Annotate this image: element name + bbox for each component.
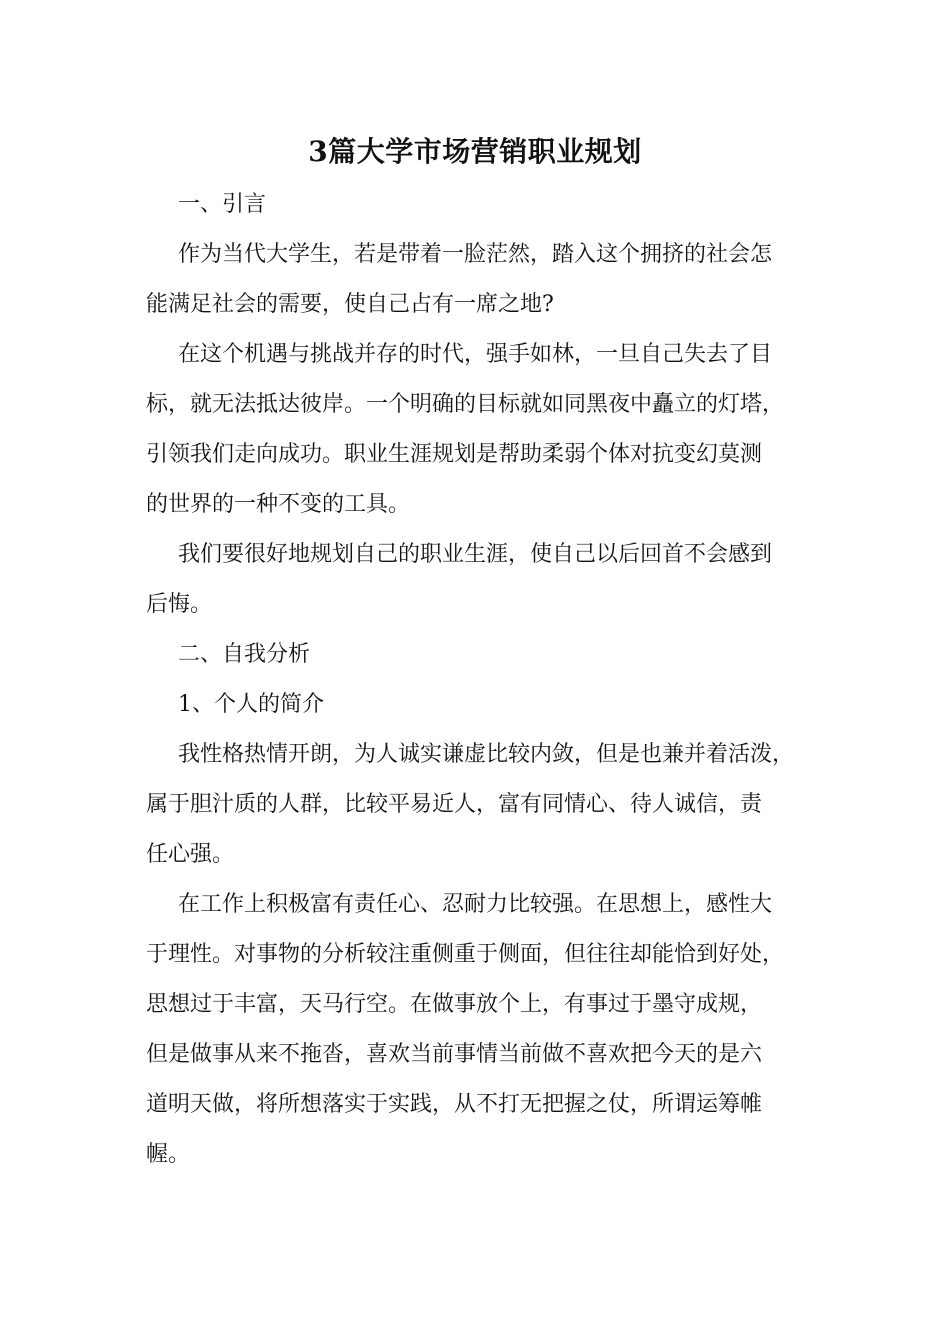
section-heading-introduction: 一、引言 — [178, 192, 267, 217]
paragraph-line: 引领我们走向成功。职业生涯规划是帮助柔弱个体对抗变幻莫测 — [146, 442, 763, 467]
paragraph-line: 我们要很好地规划自己的职业生涯，使自己以后回首不会感到 — [178, 542, 773, 567]
document-body — [146, 180, 806, 1180]
paragraph-line: 能满足社会的需要，使自己占有一席之地? — [146, 292, 554, 317]
paragraph-line: 思想过于丰富，天马行空。在做事放个上，有事过于墨守成规， — [146, 992, 763, 1017]
document-title: 3篇大学市场营销职业规划 — [308, 135, 642, 168]
paragraph-line: 标，就无法抵达彼岸。一个明确的目标就如同黑夜中矗立的灯塔， — [146, 392, 785, 417]
paragraph-line: 但是做事从来不拖沓，喜欢当前事情当前做不喜欢把今天的是六 — [146, 1042, 763, 1067]
paragraph-line: 作为当代大学生，若是带着一脸茫然，踏入这个拥挤的社会怎 — [178, 242, 773, 267]
paragraph-line: 我性格热情开朗，为人诚实谦虚比较内敛，但是也兼并着活泼， — [178, 742, 795, 767]
paragraph-line: 在这个机遇与挑战并存的时代，强手如林，一旦自己失去了目 — [178, 342, 773, 367]
paragraph-line: 于理性。对事物的分析较注重侧重于侧面，但往往却能恰到好处， — [146, 942, 785, 967]
subsection-heading-profile: 1、个人的简介 — [178, 692, 324, 717]
paragraph-line: 在工作上积极富有责任心、忍耐力比较强。在思想上，感性大 — [178, 892, 773, 917]
paragraph-line: 幄。 — [146, 1142, 191, 1167]
paragraph-line: 后悔。 — [146, 592, 213, 617]
section-heading-self-analysis: 二、自我分析 — [178, 642, 311, 667]
paragraph-line: 属于胆汁质的人群，比较平易近人，富有同情心、待人诚信，责 — [146, 792, 763, 817]
paragraph-line: 的世界的一种不变的工具。 — [146, 492, 411, 517]
paragraph-line: 道明天做，将所想落实于实践，从不打无把握之仗，所谓运筹帷 — [146, 1092, 763, 1117]
paragraph-line: 任心强。 — [146, 842, 235, 867]
